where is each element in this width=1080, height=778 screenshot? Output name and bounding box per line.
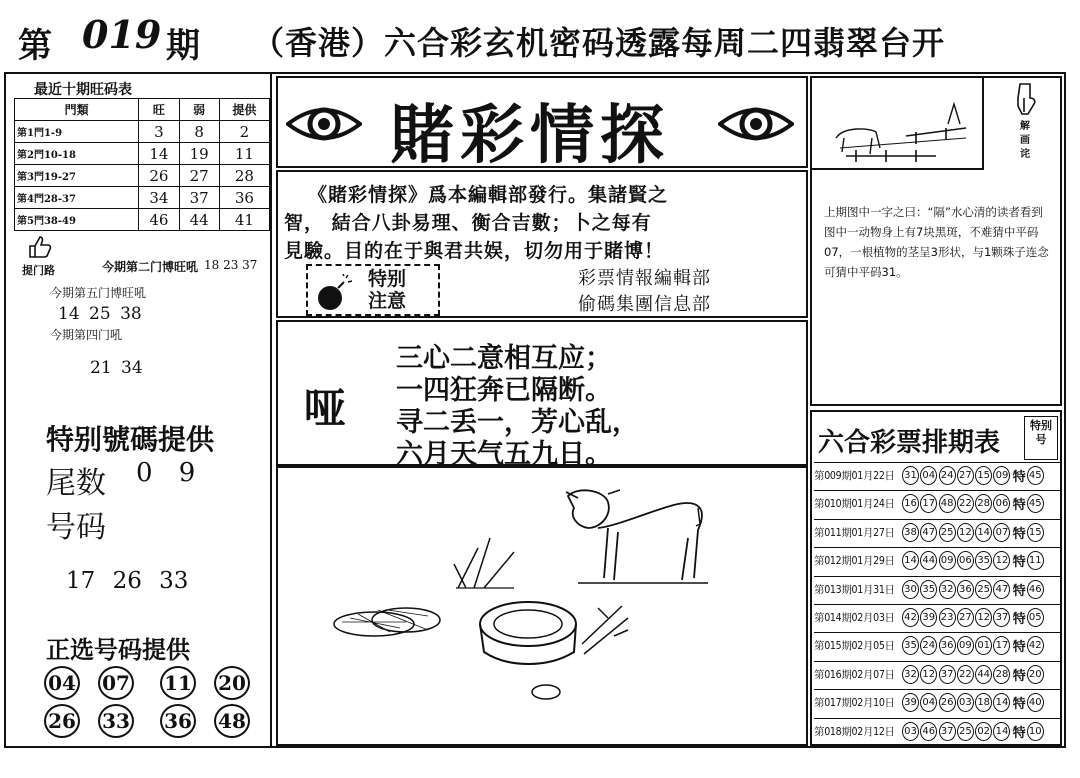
schedule-date: 第011期01月27日 (814, 526, 895, 539)
table-header: 提供 (219, 99, 269, 121)
table-row (15, 209, 270, 231)
table-row (15, 187, 270, 209)
table-row (15, 143, 270, 165)
tail-numbers: 0 9 (136, 458, 196, 488)
poem-line: 寻二丢一，芳心乱， (396, 407, 639, 438)
schedule-ball: 16 (902, 494, 919, 513)
schedule-ball: 48 (939, 494, 956, 513)
tail-label: 尾数 (46, 466, 106, 501)
schedule-ball: 17 (993, 636, 1010, 655)
schedule-date: 第012期01月29日 (814, 555, 895, 568)
schedule-ball: 37 (939, 722, 956, 741)
schedule-ball: 35 (902, 636, 919, 655)
schedule-ball: 12 (975, 608, 992, 627)
special-ball: 42 (1027, 636, 1044, 655)
schedule-row (814, 661, 1062, 687)
schedule-ball: 32 (939, 580, 956, 599)
second-gate-label: 今期第二门博旺吼 (102, 260, 199, 274)
main-number-ball: 26 (44, 704, 80, 738)
special-ball: 05 (1027, 608, 1044, 627)
special-ball: 10 (1027, 722, 1044, 741)
fifth-gate-numbers: 14 25 38 (58, 304, 142, 324)
table-cell: 8 (179, 121, 219, 143)
table-cell: 34 (139, 187, 179, 209)
schedule-ball: 18 (975, 693, 992, 712)
special-ball: 46 (1027, 580, 1044, 599)
recent-hot-table (14, 98, 270, 231)
schedule-ball: 44 (975, 665, 992, 684)
schedule-row (814, 490, 1062, 516)
special-label: 特 (1012, 640, 1026, 656)
schedule-ball: 14 (975, 523, 992, 542)
schedule-ball: 47 (993, 580, 1010, 599)
table-cell: 46 (139, 209, 179, 231)
schedule-date: 第016期02月07日 (814, 668, 895, 681)
intro-line: 見驗。目的在于與君共娱，切勿用于賭博！ (284, 240, 665, 262)
schedule-ball: 06 (993, 494, 1010, 513)
schedule-ball: 01 (975, 636, 992, 655)
schedule-ball: 12 (993, 551, 1010, 570)
code-label: 号码 (46, 510, 106, 545)
fourth-gate-numbers: 21 34 (90, 358, 143, 378)
schedule-ball: 30 (902, 580, 919, 599)
banner-title: 賭彩情探 (390, 98, 670, 173)
table-cell: 3 (139, 121, 179, 143)
row-label: 第1門1-9 (15, 121, 139, 143)
schedule-ball: 28 (993, 665, 1010, 684)
table-row (15, 165, 270, 187)
special-label: 特 (1012, 725, 1026, 741)
main-number-ball: 20 (214, 666, 250, 700)
schedule-ball: 42 (902, 608, 919, 627)
schedule-ball: 14 (993, 722, 1010, 741)
schedule-ball: 25 (975, 580, 992, 599)
special-notice-box (306, 264, 440, 316)
hint-text: 上期图中一字之曰：“隔”水心清的读者看到图中一动物身上有7块黑斑，不难猜中平码07，一根植物的茎呈3形状，与1颗珠子连念可猜中平码31。 (824, 205, 1049, 279)
eye-icon (286, 102, 362, 146)
row-label: 第2門10-18 (15, 143, 139, 165)
schedule-ball: 14 (993, 693, 1010, 712)
table-cell: 44 (179, 209, 219, 231)
table-cell: 26 (139, 165, 179, 187)
table-cell: 27 (179, 165, 219, 187)
special-ball: 11 (1027, 551, 1044, 570)
schedule-ball: 35 (975, 551, 992, 570)
poem-line: 一四狂奔已隔断。 (396, 375, 612, 406)
schedule-ball: 22 (957, 494, 974, 513)
schedule-ball: 46 (920, 722, 937, 741)
schedule-ball: 03 (957, 693, 974, 712)
main-number-ball: 11 (160, 666, 196, 700)
schedule-ball: 25 (939, 523, 956, 542)
table-cell: 19 (179, 143, 219, 165)
row-label: 第5門38-49 (15, 209, 139, 231)
table-cell: 28 (219, 165, 269, 187)
schedule-row (814, 718, 1062, 744)
special-ball: 20 (1027, 665, 1044, 684)
table-cell: 14 (139, 143, 179, 165)
schedule-ball: 17 (920, 494, 937, 513)
main-number-ball: 36 (160, 704, 196, 738)
schedule-date: 第013期01月31日 (814, 583, 895, 596)
schedule-ball: 31 (902, 466, 919, 485)
schedule-date: 第015期02月05日 (814, 640, 895, 653)
tip-label: 提门路 (22, 264, 55, 277)
previous-riddle-drawing (826, 98, 976, 168)
main-number-ball: 33 (98, 704, 134, 738)
table-row (15, 121, 270, 143)
special-ball: 45 (1027, 494, 1044, 513)
main-number-ball: 48 (214, 704, 250, 738)
title-banner (276, 76, 808, 173)
riddle-poem (276, 320, 808, 470)
special-label: 特 (1012, 555, 1026, 571)
poem-line: 六月天气五九日。 (396, 439, 612, 470)
schedule-ball: 27 (957, 608, 974, 627)
schedule-ball: 37 (939, 665, 956, 684)
poem-head: 哑 (304, 384, 347, 433)
schedule-date: 第018期02月12日 (814, 725, 895, 738)
table-cell: 11 (219, 143, 269, 165)
schedule-ball: 03 (902, 722, 919, 741)
schedule-ball: 09 (993, 466, 1010, 485)
schedule-ball: 07 (993, 523, 1010, 542)
table-cell: 2 (219, 121, 269, 143)
issue-number: 019 (82, 12, 162, 57)
schedule-row (814, 632, 1062, 658)
special-label: 特 (1012, 668, 1026, 684)
special-title: 特别號碼提供 (46, 423, 215, 456)
table-header: 門類 (15, 99, 139, 121)
second-gate-numbers: 18 23 37 (204, 258, 258, 272)
special-ball: 45 (1027, 466, 1044, 485)
row-label: 第3門19-27 (15, 165, 139, 187)
schedule-ball: 37 (993, 608, 1010, 627)
schedule-ball: 14 (902, 551, 919, 570)
schedule-ball: 39 (902, 693, 919, 712)
signature-line: 偷碼集團信息部 (578, 294, 711, 315)
intro-line: 智， 結合八卦易理、衡合吉數；卜之每有 (284, 212, 652, 234)
recent-table-title: 最近十期旺码表 (34, 82, 132, 98)
schedule-ball: 09 (939, 551, 956, 570)
pointing-hand-icon (1012, 82, 1038, 116)
schedule-ball: 26 (939, 693, 956, 712)
schedule-ball: 12 (957, 523, 974, 542)
schedule-ball: 23 (939, 608, 956, 627)
fifth-gate-label: 今期第五门博旺吼 (50, 286, 147, 300)
schedule-ball: 04 (920, 693, 937, 712)
draw-schedule (810, 410, 1062, 746)
schedule-ball: 02 (975, 722, 992, 741)
schedule-row (814, 462, 1062, 488)
schedule-ball: 25 (957, 722, 974, 741)
special-number-tag: 特别号 (1024, 416, 1058, 460)
schedule-date: 第009期01月22日 (814, 470, 895, 482)
main-title: 正选号码提供 (46, 636, 190, 664)
main-number-ball: 04 (44, 666, 80, 700)
schedule-row (814, 604, 1062, 630)
table-cell: 41 (219, 209, 269, 231)
schedule-ball: 15 (975, 466, 992, 485)
divider (982, 78, 984, 170)
signature-line: 彩票情報編輯部 (578, 268, 711, 289)
schedule-row (814, 576, 1062, 602)
special-label: 特 (1012, 612, 1026, 627)
schedule-date: 第014期02月03日 (814, 612, 895, 624)
special-label: 特 (1012, 526, 1026, 542)
schedule-ball: 39 (920, 608, 937, 627)
fourth-gate-label: 今期第四门吼 (50, 328, 123, 342)
special-ball: 15 (1027, 523, 1044, 542)
schedule-ball: 38 (902, 523, 919, 542)
table-header-row (15, 99, 270, 121)
special-label: 特 (1012, 697, 1026, 713)
main-number-ball: 07 (98, 666, 134, 700)
schedule-ball: 47 (920, 523, 937, 542)
thumbs-up-icon (26, 234, 52, 260)
special-label: 特 (1012, 470, 1026, 485)
hint-panel (810, 76, 1062, 406)
calf-well-drawing (278, 468, 806, 744)
poem-line: 三心二意相互应； (396, 343, 612, 374)
bomb-icon (314, 274, 354, 312)
schedule-ball: 36 (939, 636, 956, 655)
schedule-row (814, 689, 1062, 715)
issue-suffix: 期 (166, 26, 200, 66)
table-cell: 36 (219, 187, 269, 209)
schedule-ball: 22 (957, 665, 974, 684)
table-cell: 37 (179, 187, 219, 209)
left-column (6, 74, 272, 746)
schedule-ball: 44 (920, 551, 937, 570)
schedule-ball: 28 (975, 494, 992, 513)
pointer-label: 解画诧 (1020, 121, 1030, 160)
page-header (8, 6, 1072, 66)
notice-line-2: 注意 (368, 290, 407, 312)
table-header: 旺 (139, 99, 179, 121)
schedule-title: 六合彩票排期表 (818, 428, 1001, 458)
issue-prefix: 第 (18, 26, 52, 66)
table-header: 弱 (179, 99, 219, 121)
schedule-ball: 35 (920, 580, 937, 599)
schedule-ball: 32 (902, 665, 919, 684)
special-ball: 40 (1027, 693, 1044, 712)
schedule-ball: 04 (920, 466, 937, 485)
intro-line: 《賭彩情探》爲本編輯部發行。集諸賢之 (308, 184, 669, 206)
schedule-ball: 06 (957, 551, 974, 570)
schedule-date: 第010期01月24日 (814, 498, 895, 511)
schedule-ball: 36 (957, 580, 974, 599)
schedule-ball: 12 (920, 665, 937, 684)
row-label: 第4門28-37 (15, 187, 139, 209)
schedule-row (814, 547, 1062, 573)
schedule-ball: 24 (939, 466, 956, 485)
divider (812, 168, 984, 170)
eye-icon (718, 102, 794, 146)
schedule-ball: 27 (957, 466, 974, 485)
schedule-date: 第017期02月10日 (814, 697, 895, 710)
notice-line-1: 特别 (368, 268, 407, 290)
page-title: （香港）六合彩玄机密码透露每周二四翡翠台开 (252, 24, 946, 62)
riddle-illustration (276, 466, 808, 746)
schedule-ball: 24 (920, 636, 937, 655)
schedule-row (814, 519, 1062, 545)
schedule-ball: 09 (957, 636, 974, 655)
intro-section (276, 170, 808, 318)
code-numbers: 17 26 33 (66, 568, 189, 594)
special-label: 特 (1012, 583, 1026, 599)
special-label: 特 (1012, 498, 1026, 514)
